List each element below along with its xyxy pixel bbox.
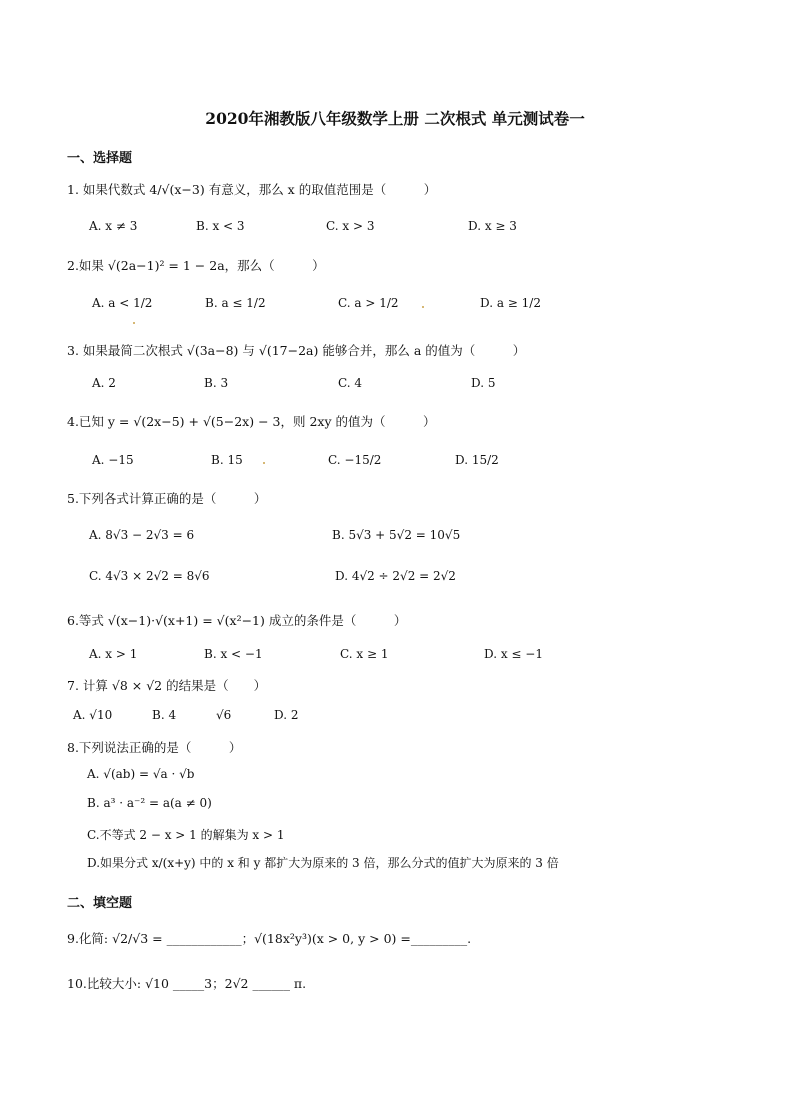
section-heading-fill: 二、填空题 [67, 896, 133, 911]
question-1-option-c: C. x > 3 [326, 219, 375, 233]
question-3-option-a: A. 2 [92, 376, 116, 390]
question-10-stem: 10.比较大小: √10 _____3；2√2 ______ π. [67, 976, 307, 991]
question-8-option-c: C.不等式 2 − x > 1 的解集为 x > 1 [87, 828, 285, 842]
question-1-option-d: D. x ≥ 3 [468, 219, 517, 233]
stray-dot-mark [133, 322, 135, 324]
question-1-option-a: A. x ≠ 3 [89, 219, 138, 233]
question-5-option-b: B. 5√3 + 5√2 = 10√5 [332, 528, 461, 542]
question-9-stem: 9.化简: √2/√3 = ____________；√(18x²y³)(x > 0, y > 0) =_________. [67, 931, 472, 946]
question-8-option-a: A. √(ab) = √a · √b [87, 767, 195, 781]
question-2-option-d: D. a ≥ 1/2 [480, 296, 541, 310]
question-4-option-b: B. 15 [211, 453, 243, 467]
question-2-stem: 2.如果 √(2a−1)² = 1 − 2a，那么（ ） [67, 258, 325, 273]
question-6-option-c: C. x ≥ 1 [340, 647, 389, 661]
question-7-option-a: A. √10 [73, 708, 113, 722]
question-3-stem: 3. 如果最简二次根式 √(3a−8) 与 √(17−2a) 能够合并，那么 a 的值为（ ） [67, 343, 526, 358]
stray-dot-mark [263, 462, 265, 464]
question-1-stem: 1. 如果代数式 4/√(x−3) 有意义，那么 x 的取值范围是（ ） [67, 182, 437, 197]
question-7-stem: 7. 计算 √8 × √2 的结果是（ ） [67, 678, 267, 693]
question-8-option-b: B. a³ · a⁻² = a(a ≠ 0) [87, 796, 212, 810]
question-3-option-b: B. 3 [204, 376, 229, 390]
question-6-option-b: B. x < −1 [204, 647, 263, 661]
question-3-option-c: C. 4 [338, 376, 363, 390]
question-4-option-d: D. 15/2 [455, 453, 499, 467]
question-6-option-a: A. x > 1 [89, 647, 138, 661]
question-5-stem: 5.下列各式计算正确的是（ ） [67, 491, 267, 506]
question-3-option-d: D. 5 [471, 376, 496, 390]
section-heading-choice: 一、选择题 [67, 151, 133, 166]
question-4-option-a: A. −15 [92, 453, 134, 467]
question-8-option-d: D.如果分式 x/(x+y) 中的 x 和 y 都扩大为原来的 3 倍，那么分式的值扩大为原来的 3 倍 [87, 856, 559, 870]
question-5-option-c: C. 4√3 × 2√2 = 8√6 [89, 569, 210, 583]
question-5-option-d: D. 4√2 ÷ 2√2 = 2√2 [335, 569, 456, 583]
question-2-option-c: C. a > 1/2 [338, 296, 399, 310]
question-7-option-d: D. 2 [274, 708, 299, 722]
question-4-stem: 4.已知 y = √(2x−5) + √(5−2x) − 3，则 2xy 的值为（ ） [67, 414, 436, 429]
question-7-option-b: B. 4 [152, 708, 177, 722]
question-5-option-a: A. 8√3 − 2√3 = 6 [89, 528, 195, 542]
question-2-option-a: A. a < 1/2 [92, 296, 153, 310]
question-1-option-b: B. x < 3 [196, 219, 245, 233]
question-6-option-d: D. x ≤ −1 [484, 647, 543, 661]
question-7-option-c: √6 [216, 708, 232, 722]
question-8-stem: 8.下列说法正确的是（ ） [67, 740, 242, 755]
question-2-option-b: B. a ≤ 1/2 [205, 296, 266, 310]
question-6-stem: 6.等式 √(x−1)·√(x+1) = √(x²−1) 成立的条件是（ ） [67, 613, 407, 628]
page-title: 2020年湘教版八年级数学上册 二次根式 单元测试卷一 [205, 109, 585, 128]
stray-dot-mark [422, 306, 424, 308]
question-4-option-c: C. −15/2 [328, 453, 382, 467]
